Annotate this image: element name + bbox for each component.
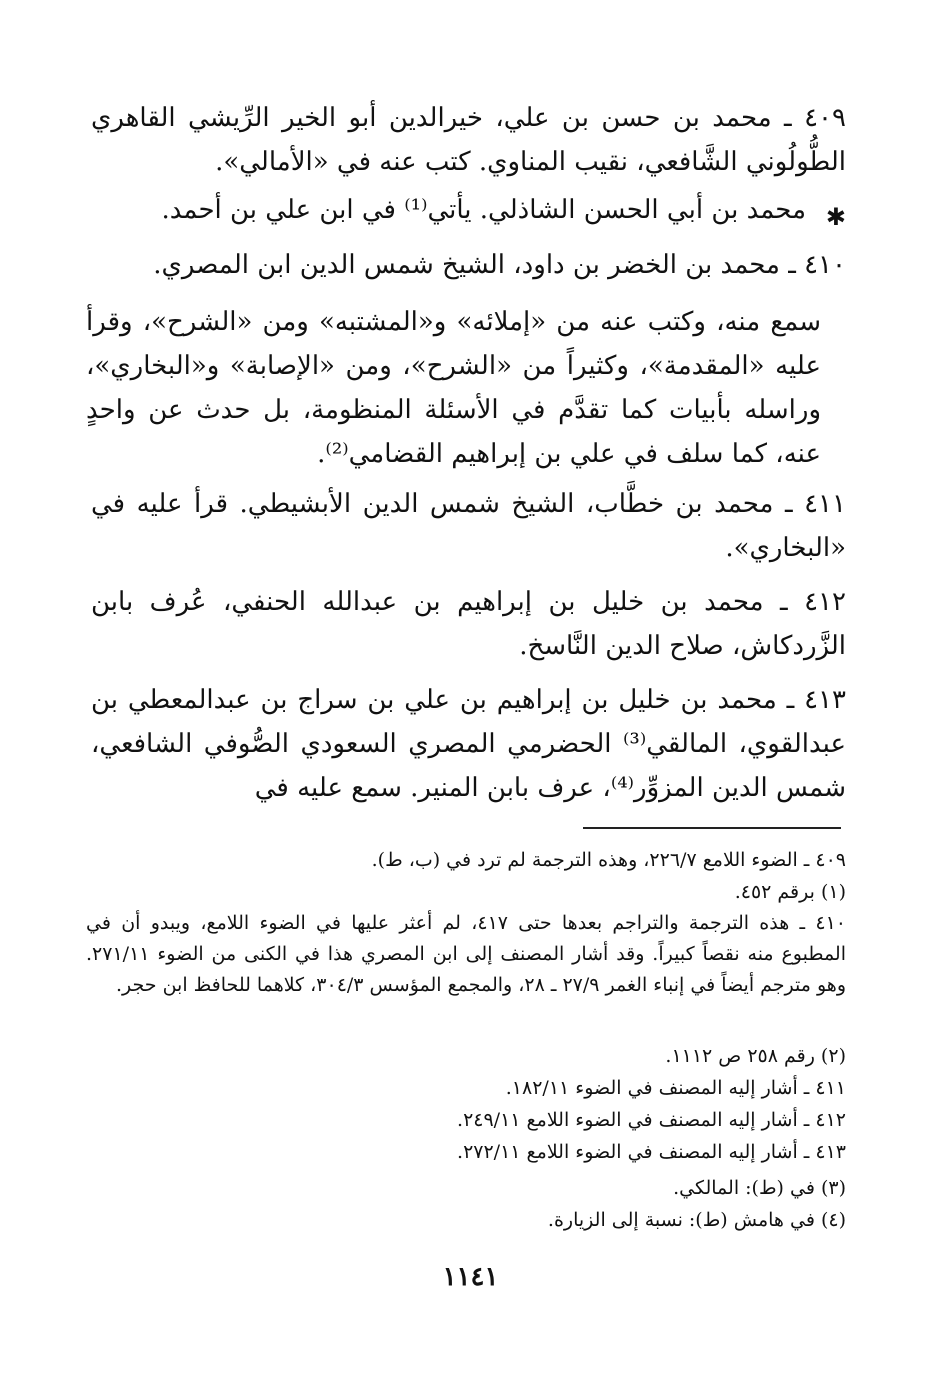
footnote-2: (٢) رقم ٢٥٨ ص ١١١٢.	[665, 1045, 846, 1067]
footnote-3: (٣) في (ط): المالكي.	[673, 1177, 846, 1199]
footnote-separator	[583, 827, 841, 829]
footnote-4: (٤) في هامش (ط): نسبة إلى الزيارة.	[547, 1209, 846, 1231]
entry-412: ٤١٢ ـ محمد بن خليل بن إبراهيم بن عبدالله الحنفي، عُرف بابن الزَّردكاش، صلاح الدين النَّاسخ.	[91, 587, 846, 661]
footnote-409: ٤٠٩ ـ الضوء اللامع ٢٢٦/٧، وهذه الترجمة لم ترد في (ب، ط).	[371, 849, 846, 871]
entry-cross-reference: محمد بن أبي الحسن الشاذلي. يأتي⁽¹⁾ في ابن علي بن أحمد.	[161, 195, 806, 225]
asterisk-icon: ✱	[825, 203, 846, 231]
entry-410-body: سمع منه، وكتب عنه من «إملائه» و«المشتبه» ومن «الشرح»، وقرأ عليه «المقدمة»، وكثيراً من «الشرح»، ومن «الإصابة» و«البخاري»، وراسله بأبيات كما تقدَّم في الأسئلة المنظومة، بل حدث عن واحدٍ عنه، كما سلف في علي بن إبراهيم القضامي⁽²⁾.	[86, 307, 821, 469]
entry-411: ٤١١ ـ محمد بن خطَّاب، الشيخ شمس الدين الأبشيطي. قرأ عليه في «البخاري».	[91, 489, 846, 563]
footnote-1: (١) برقم ٤٥٢.	[734, 881, 846, 903]
footnote-411: ٤١١ ـ أشار إليه المصنف في الضوء ١٨٢/١١.	[505, 1077, 846, 1099]
entry-409: ٤٠٩ ـ محمد بن حسن بن علي، خيرالدين أبو الخير الرِّيشي القاهري الطُّولُوني الشَّافعي، نقيب المناوي. كتب عنه في «الأمالي».	[91, 103, 846, 177]
entry-410: ٤١٠ ـ محمد بن الخضر بن داود، الشيخ شمس الدين ابن المصري.	[153, 250, 846, 280]
footnote-412: ٤١٢ ـ أشار إليه المصنف في الضوء اللامع ٢٤٩/١١.	[457, 1109, 846, 1131]
page-number: ١١٤١	[442, 1262, 499, 1292]
entry-413: ٤١٣ ـ محمد بن خليل بن إبراهيم بن علي بن سراج بن عبدالمعطي بن عبدالقوي، المالقي⁽³⁾ الحضرمي المصري السعودي الصُّوفي الشافعي، شمس الدين المزوِّر⁽⁴⁾، عرف بابن المنير. سمع عليه في	[91, 685, 846, 803]
footnote-413: ٤١٣ ـ أشار إليه المصنف في الضوء اللامع ٢٧٢/١١.	[457, 1141, 846, 1163]
footnote-410: ٤١٠ ـ هذه الترجمة والتراجم بعدها حتى ٤١٧، لم أعثر عليها في الضوء اللامع، ويبدو أن في المطبوع منه نقصاً كبيراً. وقد أشار المصنف إلى ابن المصري هذا في الكنى من الضوء ٢٧١/١١. وهو مترجم أيضاً في إنباء الغمر ٢٧/٩ ـ ٢٨، والمجمع المؤسس ٣٠٤/٣، كلاهما للحافظ ابن حجر.	[86, 912, 847, 996]
